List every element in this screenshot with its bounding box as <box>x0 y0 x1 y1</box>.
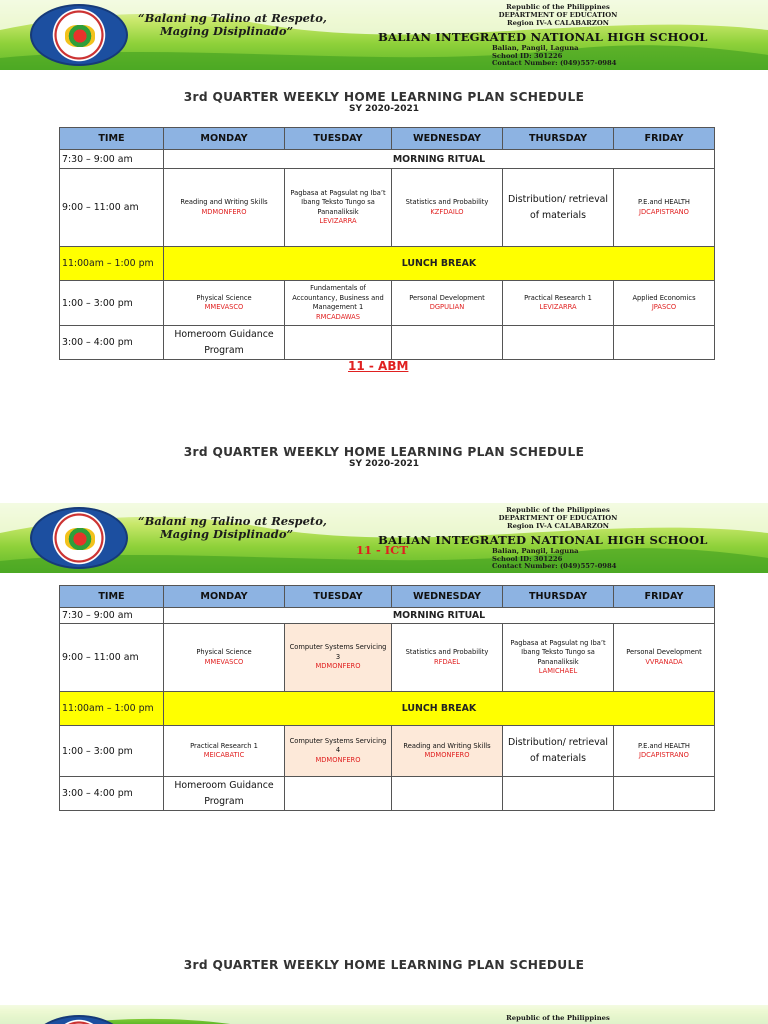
time-cell: 1:00 – 3:00 pm <box>60 726 164 777</box>
time-cell: 9:00 – 11:00 am <box>60 169 164 247</box>
schedule-table <box>59 127 715 360</box>
schedule-cell: Pagbasa at Pagsulat ng Iba’t Ibang Teksto Tungo sa Pananaliksik LEVIZARRA <box>285 169 392 247</box>
deped-header: Republic of the Philippines DEPARTMENT OF EDUCATION Region IV-A CALABARZON <box>498 3 618 27</box>
empty-cell <box>614 777 715 811</box>
table-row <box>60 608 715 624</box>
section-label: 11 - ICT <box>356 543 408 557</box>
table-row <box>60 281 715 326</box>
table-header-row <box>60 586 715 608</box>
schedule-cell: P.E.and HEALTH JDCAPISTRANO <box>614 726 715 777</box>
schedule-cell: Practical Research 1 MEICABATIC <box>164 726 285 777</box>
schedule-cell: Practical Research 1 LEVIZARRA <box>503 281 614 326</box>
morning-ritual-cell: MORNING RITUAL <box>164 150 715 169</box>
col-header-wednesday: WEDNESDAY <box>392 586 503 608</box>
col-header-time: TIME <box>60 586 164 608</box>
time-cell: 9:00 – 11:00 am <box>60 624 164 692</box>
col-header-tuesday: TUESDAY <box>285 586 392 608</box>
col-header-friday: FRIDAY <box>614 586 715 608</box>
empty-cell <box>503 777 614 811</box>
empty-cell <box>285 777 392 811</box>
homeroom-cell: Homeroom Guidance Program <box>164 777 285 811</box>
school-motto: “Balani ng Talino at Respeto, Maging Disiplinado” <box>138 11 327 38</box>
deped-header: Republic of the Philippines <box>506 1014 610 1022</box>
schedule-cell: Pagbasa at Pagsulat ng Iba’t Ibang Teksto Tungo sa Pananaliksik LAMICHAEL <box>503 624 614 692</box>
schedule-cell: Computer Systems Servicing 3 MDMONFERO <box>285 624 392 692</box>
plan-heading: 3rd QUARTER WEEKLY HOME LEARNING PLAN SCHEDULE <box>183 958 585 972</box>
table-row <box>60 150 715 169</box>
table-row <box>60 692 715 726</box>
table-row <box>60 169 715 247</box>
schedule-table <box>59 585 715 811</box>
col-header-friday: FRIDAY <box>614 128 715 150</box>
time-cell: 3:00 – 4:00 pm <box>60 326 164 360</box>
table-row <box>60 726 715 777</box>
schedule-cell: Distribution/ retrieval of materials <box>503 726 614 777</box>
empty-cell <box>503 326 614 360</box>
time-cell: 11:00am – 1:00 pm <box>60 247 164 281</box>
empty-cell <box>614 326 715 360</box>
empty-cell <box>392 326 503 360</box>
school-motto: “Balani ng Talino at Respeto, Maging Disiplinado” <box>138 514 327 541</box>
plan-heading: 3rd QUARTER WEEKLY HOME LEARNING PLAN SCHEDULE <box>183 90 585 104</box>
section-label: 11 - ABM <box>348 359 409 373</box>
schedule-cell: Reading and Writing Skills MDMONFERO <box>392 726 503 777</box>
school-year: SY 2020-2021 <box>349 104 419 114</box>
schedule-cell: P.E.and HEALTH JDCAPISTRANO <box>614 169 715 247</box>
col-header-thursday: THURSDAY <box>503 128 614 150</box>
school-banner <box>0 0 768 70</box>
schedule-cell: Applied Economics JPASCO <box>614 281 715 326</box>
table-row <box>60 624 715 692</box>
col-header-tuesday: TUESDAY <box>285 128 392 150</box>
schedule-cell: Physical Science MMEVASCO <box>164 281 285 326</box>
time-cell: 1:00 – 3:00 pm <box>60 281 164 326</box>
table-header-row <box>60 128 715 150</box>
table-row <box>60 247 715 281</box>
time-cell: 7:30 – 9:00 am <box>60 608 164 624</box>
school-banner <box>0 503 768 573</box>
schedule-cell: Fundamentals of Accountancy, Business and Management 1 RMCADAWAS <box>285 281 392 326</box>
col-header-monday: MONDAY <box>164 586 285 608</box>
banner-wave-graphic <box>0 1005 768 1024</box>
schedule-cell: Statistics and Probability RFDAEL <box>392 624 503 692</box>
morning-ritual-cell: MORNING RITUAL <box>164 608 715 624</box>
time-cell: 11:00am – 1:00 pm <box>60 692 164 726</box>
school-address: Balian, Pangil, Laguna School ID: 301226 Contact Number: (049)557-0984 <box>492 44 617 68</box>
table-row <box>60 326 715 360</box>
school-seal-logo <box>30 4 128 66</box>
col-header-time: TIME <box>60 128 164 150</box>
schedule-cell: Personal Development DGPULIAN <box>392 281 503 326</box>
time-cell: 3:00 – 4:00 pm <box>60 777 164 811</box>
schedule-cell: Computer Systems Servicing 4 MDMONFERO <box>285 726 392 777</box>
col-header-wednesday: WEDNESDAY <box>392 128 503 150</box>
table-row <box>60 777 715 811</box>
schedule-cell: Statistics and Probability KZFDAILO <box>392 169 503 247</box>
schedule-cell: Distribution/ retrieval of materials <box>503 169 614 247</box>
lunch-break-cell: LUNCH BREAK <box>164 247 715 281</box>
col-header-thursday: THURSDAY <box>503 586 614 608</box>
school-name: BALIAN INTEGRATED NATIONAL HIGH SCHOOL <box>378 30 708 44</box>
empty-cell <box>285 326 392 360</box>
schedule-cell: Reading and Writing Skills MDMONFERO <box>164 169 285 247</box>
school-banner <box>0 1005 768 1024</box>
school-address: Balian, Pangil, Laguna School ID: 301226 Contact Number: (049)557-0984 <box>492 547 617 571</box>
lunch-break-cell: LUNCH BREAK <box>164 692 715 726</box>
schedule-cell: Personal Development VVRANADA <box>614 624 715 692</box>
deped-header: Republic of the Philippines DEPARTMENT OF EDUCATION Region IV-A CALABARZON <box>498 506 618 530</box>
schedule-cell: Physical Science MMEVASCO <box>164 624 285 692</box>
empty-cell <box>392 777 503 811</box>
school-year: SY 2020-2021 <box>349 459 419 469</box>
col-header-monday: MONDAY <box>164 128 285 150</box>
school-name: BALIAN INTEGRATED NATIONAL HIGH SCHOOL <box>378 533 708 547</box>
time-cell: 7:30 – 9:00 am <box>60 150 164 169</box>
school-seal-logo <box>30 507 128 569</box>
plan-heading: 3rd QUARTER WEEKLY HOME LEARNING PLAN SCHEDULE <box>183 445 585 459</box>
homeroom-cell: Homeroom Guidance Program <box>164 326 285 360</box>
